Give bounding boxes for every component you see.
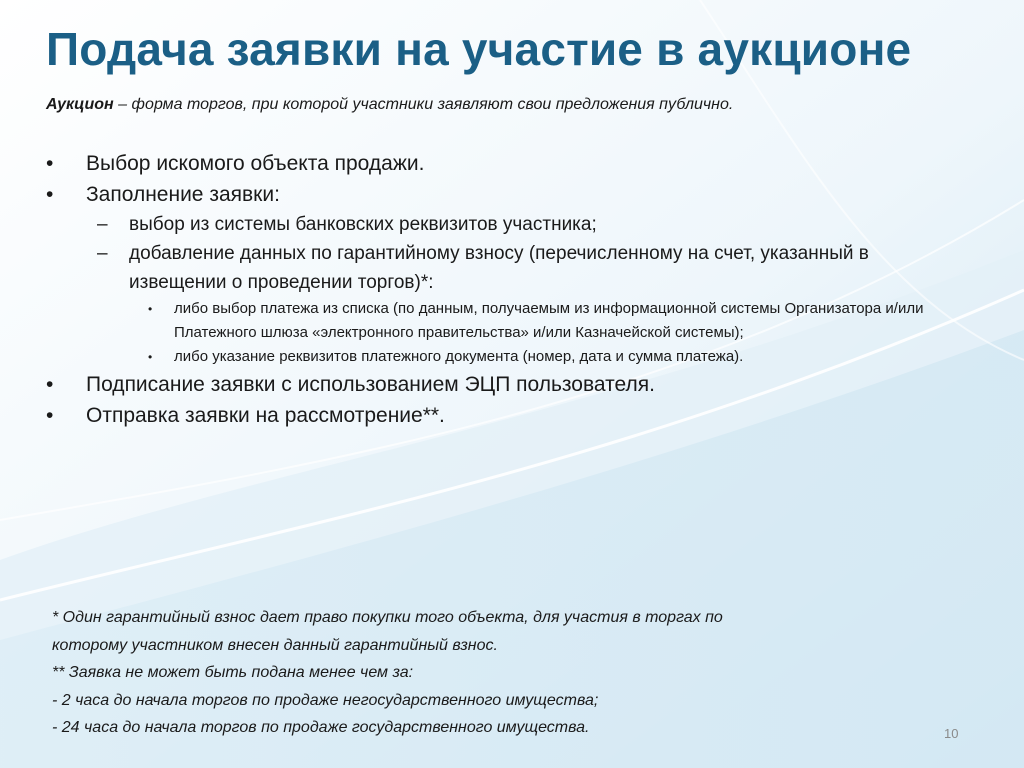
sub-sub-list-item-text: либо указание реквизитов платежного документа (номер, дата и сумма платежа). (174, 348, 744, 365)
footnote-line: * Один гарантийный взнос дает право покупки того объекта, для участия в торгах по (52, 609, 723, 626)
definition-text: – форма торгов, при которой участники заявляют свои предложения публично. (113, 96, 734, 113)
sub-list-item-text: выбор из системы банковских реквизитов участника; (129, 214, 597, 235)
small-bullet-icon: • (148, 302, 153, 316)
dash-icon: – (97, 243, 108, 264)
bullet-icon: • (46, 404, 54, 427)
slide-title: Подача заявки на участие в аукционе (46, 23, 912, 75)
bullet-list (0, 148, 1000, 431)
footnote-line: - 24 часа до начала торгов по продаже государственного имущества. (52, 719, 590, 736)
small-bullet-icon: • (148, 350, 153, 364)
page-number: 10 (944, 726, 959, 741)
list-item-text: Выбор искомого объекта продажи. (86, 152, 425, 175)
list-item-text: Заполнение заявки: (86, 183, 280, 206)
definition-term: Аукцион (46, 96, 114, 113)
sub-list-item (0, 210, 929, 239)
list-item (0, 148, 1000, 179)
sub-list-item-text: добавление данных по гарантийному взносу (перечисленному на счет, указанный в извещении о проведении торгов)*: (129, 243, 869, 293)
footnote-line: - 2 часа до начала торгов по продаже негосударственного имущества; (52, 691, 599, 709)
footnote-line: ** Заявка не может быть подана менее чем за: (52, 664, 414, 681)
bullet-icon: • (46, 152, 54, 175)
footnotes (52, 604, 952, 742)
list-item-text: Отправка заявки на рассмотрение**. (86, 404, 445, 427)
sub-sub-list-item-text: либо выбор платежа из списка (по данным, получаемым из информационной системы Организатора и/или Платежного шлюза «электронного правительства» и/или Казначейской системы); (174, 300, 924, 341)
sub-sub-list-item (0, 345, 974, 369)
definition (46, 96, 1006, 114)
sub-sub-list-item (0, 297, 974, 345)
footnote-line: которому участником внесен данный гарантийный взнос. (52, 636, 498, 654)
sub-list-item (0, 239, 929, 297)
list-item (0, 179, 1000, 210)
list-item (0, 400, 1000, 431)
list-item (0, 369, 1000, 400)
dash-icon: – (97, 214, 108, 235)
list-item-text: Подписание заявки с использованием ЭЦП пользователя. (86, 373, 655, 396)
bullet-icon: • (46, 183, 54, 206)
bullet-icon: • (46, 373, 54, 396)
